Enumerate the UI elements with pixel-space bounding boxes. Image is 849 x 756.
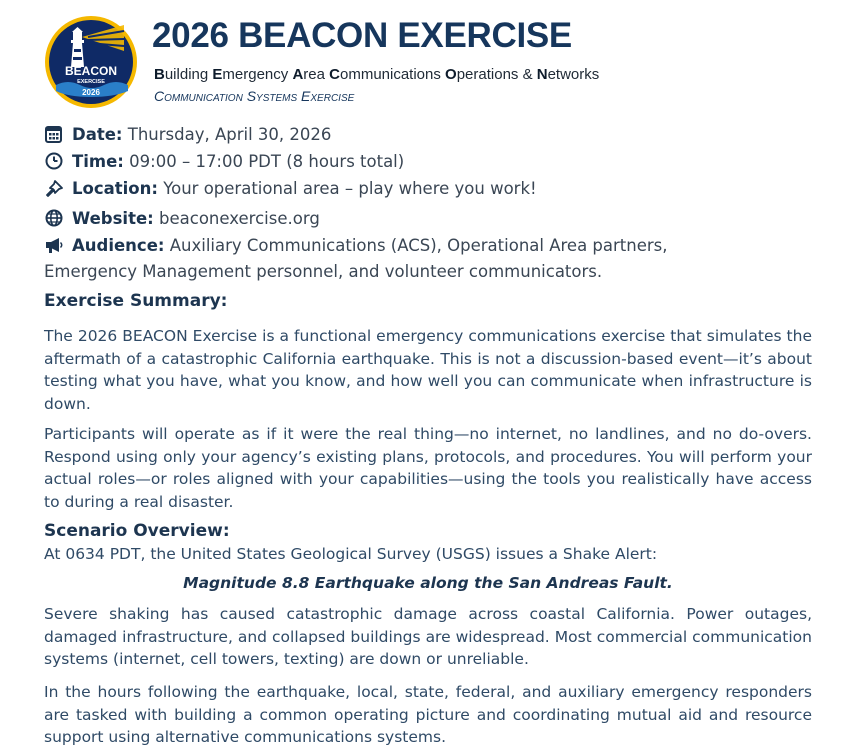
logo-sub: EXERCISE [77,79,105,85]
scenario-paragraph-1: Severe shaking has caused catastrophic damage across coastal California. Power outages, damaged infrastructure, and collapsed buildings are widespread. Most commercial communication systems (internet, cell towers, texting) are down or unreliable. [44,605,812,668]
time-value: 09:00 – 17:00 PDT (8 hours total) [123,152,405,171]
acronym-word: etworks [547,66,600,83]
megaphone-icon [44,236,64,254]
acronym-word: rea [303,66,330,83]
map-pin-icon [44,179,64,197]
shake-alert-text: Magnitude 8.8 Earthquake along the San Andreas Fault. [183,574,673,592]
date-label: Date: [72,125,123,144]
scenario-heading: Scenario Overview: [44,521,230,541]
website-row [44,209,320,228]
acronym-word: uilding [164,66,213,83]
page-title: 2026 BEACON EXERCISE [152,16,572,55]
acronym-initial: B [154,66,165,83]
location-row [44,179,537,198]
website-label: Website: [72,209,154,228]
summary-paragraph-1: The 2026 BEACON Exercise is a functional emergency communications exercise that simulates the aftermath of a catastrophic California earthquake. This is not a discussion-based event—it’s about testing what you have, what you know, and how well you can communicate when infrastructure is down. [44,327,812,413]
date-value: Thursday, April 30, 2026 [122,125,332,144]
audience-value-line1: Auxiliary Communications (ACS), Operational Area partners, [164,236,668,255]
beacon-logo [44,15,138,109]
acronym-line [154,66,599,83]
scenario-paragraph-2: In the hours following the earthquake, local, state, federal, and auxiliary emergency responders are tasked with building a common operating picture and coordinating mutual aid and resource support using alternative communications systems. [44,683,812,746]
clock-icon [44,152,64,170]
acronym-word: perations & [456,66,537,83]
audience-label: Audience: [72,236,165,255]
time-label: Time: [72,152,124,171]
acronym-initial: E [212,66,223,83]
acronym-initial: O [445,66,457,83]
globe-icon [44,209,64,227]
subtitle: Communication Systems Exercise [154,88,355,104]
calendar-icon [44,125,64,143]
audience-value-line2: Emergency Management personnel, and volunteer communicators. [44,262,603,281]
scenario-intro: At 0634 PDT, the United States Geological Survey (USGS) issues a Shake Alert: [44,545,658,563]
summary-paragraph-2: Participants will operate as if it were the real thing—no internet, no landlines, and no do-overs. Respond using only your agency’s existing plans, protocols, and procedures. You will perform your actual roles—or roles aligned with your capabilities—using the tools you realistically have access to during a real disaster. [44,425,812,511]
acronym-word: ommunications [339,66,446,83]
location-label: Location: [72,179,158,198]
date-row [44,125,331,144]
audience-row [44,236,668,255]
location-value: Your operational area – play where you work! [158,179,537,198]
acronym-initial: N [536,66,548,83]
logo-word: BEACON [64,64,118,78]
website-link[interactable]: beaconexercise.org [153,209,320,228]
logo-year: 2026 [82,88,100,97]
time-row [44,152,404,171]
acronym-initial: A [292,66,304,83]
summary-heading: Exercise Summary: [44,291,228,311]
acronym-word: mergency [222,66,293,83]
acronym-initial: C [329,66,340,83]
